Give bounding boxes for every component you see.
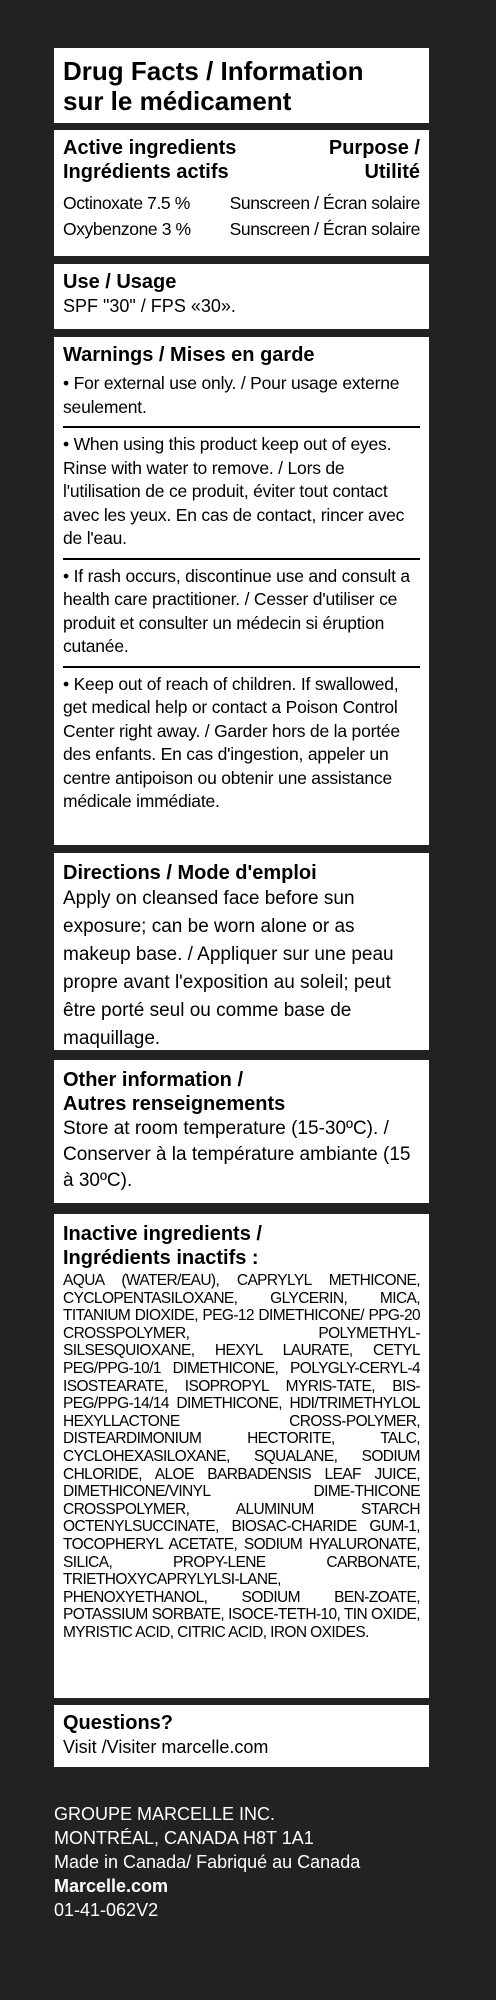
- directions-heading: Directions / Mode d'emploi: [63, 862, 317, 884]
- inactive-ingredients-panel: [54, 1214, 429, 1698]
- warning-item: • If rash occurs, discontinue use and consult a health care practitioner. / Cesser d'utiliser ce produit et consulter un médecin si éruption cutanée.: [63, 558, 420, 666]
- warnings-heading: Warnings / Mises en garde: [63, 344, 315, 366]
- company-address: MONTRÉAL, CANADA H8T 1A1: [54, 1828, 314, 1848]
- product-code: 01-41-062V2: [54, 1900, 159, 1920]
- purpose-heading: Purpose /: [328, 137, 420, 159]
- warning-item: • For external use only. / Pour usage externe seulement.: [63, 373, 400, 417]
- purpose-heading-fr: Utilité: [364, 161, 420, 183]
- inactive-ingredients-heading: Inactive ingredients /: [63, 1223, 262, 1245]
- use-panel: [54, 264, 429, 329]
- warning-item: • When using this product keep out of eyes. Rinse with water to remove. / Lors de l'utilisation de ce produit, éviter tout contact avec les yeux. En cas de contact, rincer avec de l'eau.: [63, 426, 420, 558]
- use-heading: Use / Usage: [63, 271, 177, 293]
- questions-panel: [54, 1705, 429, 1767]
- warning-item: • Keep out of reach of children. If swallowed, get medical help or contact a Poison Control Center right away. / Garder hors de la portée des enfants. En cas d'ingestion, appeler un centre antipoison ou obtenir une assistance médicale immédiate.: [63, 666, 420, 821]
- inactive-ingredients-list: AQUA (WATER/EAU), CAPRYLYL METHICONE, CYCLOPENTASILOXANE, GLYCERIN, MICA, TITANIUM DIOXIDE, PEG-12 DIMETHICONE/ PPG-20 CROSSPOLYMER, POLYMETHYL-SILSESQUIOXANE, HEXYL LAURATE, CETYL PEG/PPG-10/1 DIMETHICONE, POLYGLY-CERYL-4 ISOSTEARATE, ISOPROPYL MYRIS-TATE, BIS-PEG/PPG-14/14 DIMETHICONE, HDI/TRIMETHYLOL HEXYLLACTONE CROSS-POLYMER, DISTEARDIMONIUM HECTORITE, TALC, CYCLOHEXASILOXANE, SQUALANE, SODIUM CHLORIDE, ALOE BARBADENSIS LEAF JUICE, DIMETHICONE/VINYL DIME-THICONE CROSSPOLYMER, ALUMINUM STARCH OCTENYLSUCCINATE, BIOSAC-CHARIDE GUM-1, TOCOPHERYL ACETATE, SODIUM HYALURONATE, SILICA, PROPY-LENE CARBONATE, TRIETHOXYCAPRYLYLSI-LANE, PHENOXYETHANOL, SODIUM BEN-ZOATE, POTASSIUM SORBATE, ISOCE-TETH-10, TIN OXIDE, MYRISTIC ACID, CITRIC ACID, IRON OXIDES.: [63, 1272, 420, 1641]
- directions-panel: [54, 853, 429, 1050]
- company-name: GROUPE MARCELLE INC.: [54, 1804, 276, 1824]
- page-title-line-1: Drug Facts / Information: [63, 56, 364, 86]
- active-ingredient-row: [63, 190, 420, 216]
- questions-heading: Questions?: [63, 1712, 174, 1734]
- active-ingredients-heading-fr: Ingrédients actifs: [63, 161, 229, 183]
- other-information-heading: Other information /: [63, 1069, 243, 1091]
- active-ingredients-header: [63, 136, 420, 184]
- warnings-panel: [54, 337, 429, 845]
- directions-text: Apply on cleansed face before sun exposure; can be worn alone or as makeup base. / Appliquer sur une peau propre avant l'exposition au soleil; peut être porté seul ou comme base de maquillage.: [63, 888, 394, 1049]
- drug-facts-title-panel: [54, 48, 429, 123]
- manufacturer-footer: [54, 1802, 454, 1922]
- other-information-text: Store at room temperature (15-30ºC). / Conserver à la température ambiante (15 à 30ºC).: [63, 1118, 411, 1191]
- active-ingredients-panel: [54, 130, 429, 256]
- ingredient-purpose: Sunscreen / Écran solaire: [229, 193, 420, 213]
- page-title-line-2: sur le médicament: [63, 86, 292, 116]
- ingredient-purpose: Sunscreen / Écran solaire: [229, 219, 420, 239]
- ingredient-name: Oxybenzone 3 %: [63, 219, 191, 239]
- inactive-ingredients-heading-fr: Ingrédients inactifs :: [63, 1247, 259, 1269]
- other-information-heading-fr: Autres renseignements: [63, 1093, 286, 1115]
- country-of-origin: Made in Canada/ Fabriqué au Canada: [54, 1852, 361, 1872]
- use-text: SPF "30" / FPS «30».: [63, 296, 236, 316]
- questions-text: Visit /Visiter marcelle.com: [63, 1737, 269, 1757]
- active-ingredients-heading: Active ingredients: [63, 137, 237, 159]
- other-information-panel: [54, 1060, 429, 1203]
- ingredient-name: Octinoxate 7.5 %: [63, 193, 190, 213]
- active-ingredient-row: [63, 216, 420, 242]
- company-website: Marcelle.com: [54, 1876, 169, 1896]
